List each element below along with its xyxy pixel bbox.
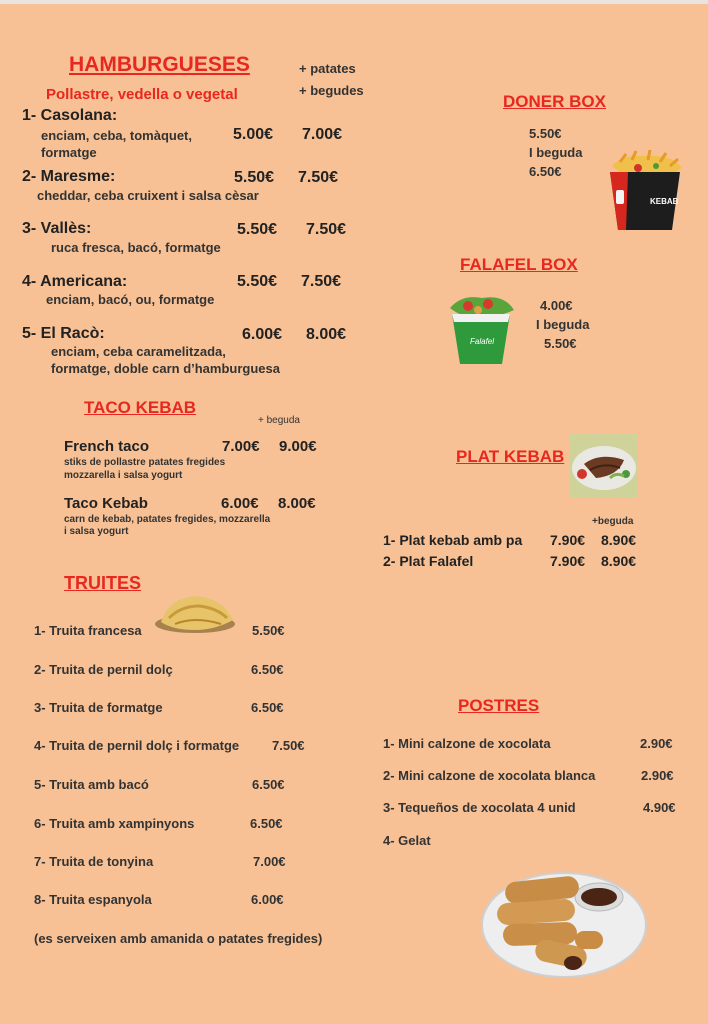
burger-price-menu: 7.00€ [302,126,343,143]
burger-price: 6.00€ [242,326,283,343]
burger-desc: enciam, ceba caramelitzada, [51,344,226,359]
plat-price: 7.90€ [550,553,586,569]
postre-name: 3- Tequeños de xocolata 4 unid [383,800,576,815]
plat-price-menu: 8.90€ [601,553,637,569]
truita-price: 7.50€ [272,738,305,753]
plat-name: 1- Plat kebab amb pa [383,532,523,548]
taco-price-menu: 9.00€ [279,438,317,455]
truita-name: 7- Truita de tonyina [34,854,154,869]
doner-drink: I beguda [529,145,583,160]
taco-name: French taco [64,438,150,455]
omelette-image [155,592,237,634]
truita-name: 5- Truita amb bacó [34,777,149,792]
postre-price: 2.90€ [640,736,673,751]
postre-name: 4- Gelat [383,833,431,848]
taco-desc: carn de kebab, patates fregides, mozzarella [64,514,271,525]
taco-title: TACO KEBAB [84,398,197,417]
truita-price: 6.50€ [251,700,284,715]
top-edge [0,0,708,4]
hamburgueses-option-begudes: + begudes [299,83,364,98]
truita-price: 6.50€ [252,777,285,792]
taco-price: 7.00€ [222,438,260,455]
burger-price: 5.50€ [234,169,275,186]
taco-desc-2: i salsa yogurt [64,526,129,537]
truites-note: (es serveixen amb amanida o patates fregides) [34,931,323,946]
burger-price-menu: 7.50€ [301,273,342,290]
doner-title: DONER BOX [503,92,606,111]
falafel-box-label: Falafel [470,337,495,346]
truites-title: TRUITES [64,573,142,593]
doner-price: 5.50€ [529,126,562,141]
truita-name: 3- Truita de formatge [34,700,163,715]
dessert-plate-image [481,867,647,979]
truita-price: 6.50€ [250,816,283,831]
burger-price: 5.50€ [237,221,278,238]
truita-name: 6- Truita amb xampinyons [34,816,195,831]
plat-option-beguda: +beguda [592,516,634,527]
taco-price: 6.00€ [221,495,259,512]
truita-name: 2- Truita de pernil dolç [34,662,173,677]
falafel-title: FALAFEL BOX [460,255,578,274]
taco-price-menu: 8.00€ [278,495,316,512]
burger-desc: enciam, bacó, ou, formatge [46,292,215,307]
truita-price: 5.50€ [252,623,285,638]
burger-desc: enciam, ceba, tomàquet, [41,128,192,143]
doner-price-menu: 6.50€ [529,164,562,179]
burger-price-menu: 8.00€ [306,326,347,343]
postre-name: 1- Mini calzone de xocolata [383,736,551,751]
hamburgueses-option-patates: + patates [299,61,356,76]
taco-name: Taco Kebab [64,495,148,512]
plat-price: 7.90€ [550,532,586,548]
truita-price: 7.00€ [253,854,286,869]
postres-title: POSTRES [458,696,540,715]
hamburgueses-subtitle: Pollastre, vedella o vegetal [46,86,238,103]
plat-name: 2- Plat Falafel [383,553,474,569]
plat-kebab-image [570,434,638,498]
falafel-box-image [444,292,518,368]
truita-name: 1- Truita francesa [34,623,142,638]
taco-option-beguda: + beguda [258,415,300,426]
truita-price: 6.00€ [251,892,284,907]
burger-desc-2: formatge, doble carn d’hamburguesa [51,361,280,376]
plat-title: PLAT KEBAB [456,447,565,466]
burger-price-menu: 7.50€ [298,169,339,186]
doner-box-label: KEBAB [650,197,679,206]
postre-name: 2- Mini calzone de xocolata blanca [383,768,596,783]
burger-desc-2: formatge [41,145,97,160]
taco-desc: stiks de pollastre patates fregides [64,457,226,468]
falafel-price: 4.00€ [540,298,573,313]
burger-price: 5.50€ [237,273,278,290]
postre-price: 4.90€ [643,800,676,815]
truita-name: 8- Truita espanyola [34,892,152,907]
burger-desc: cheddar, ceba cruixent i salsa cèsar [37,188,259,203]
burger-name: 5- El Racò: [22,325,105,342]
plat-price-menu: 8.90€ [601,532,637,548]
falafel-drink: I beguda [536,317,590,332]
taco-desc-2: mozzarella i salsa yogurt [64,470,183,481]
truita-price: 6.50€ [251,662,284,677]
burger-desc: ruca fresca, bacó, formatge [51,240,221,255]
burger-name: 4- Americana: [22,273,128,290]
doner-box-image [602,150,688,236]
postre-price: 2.90€ [641,768,674,783]
burger-name: 3- Vallès: [22,220,92,237]
burger-name: 2- Maresme: [22,168,116,185]
falafel-price-menu: 5.50€ [544,336,577,351]
burger-price: 5.00€ [233,126,274,143]
hamburgueses-title: HAMBURGUESES [69,53,250,76]
truita-name: 4- Truita de pernil dolç i formatge [34,738,240,753]
burger-price-menu: 7.50€ [306,221,347,238]
burger-name: 1- Casolana: [22,107,118,124]
